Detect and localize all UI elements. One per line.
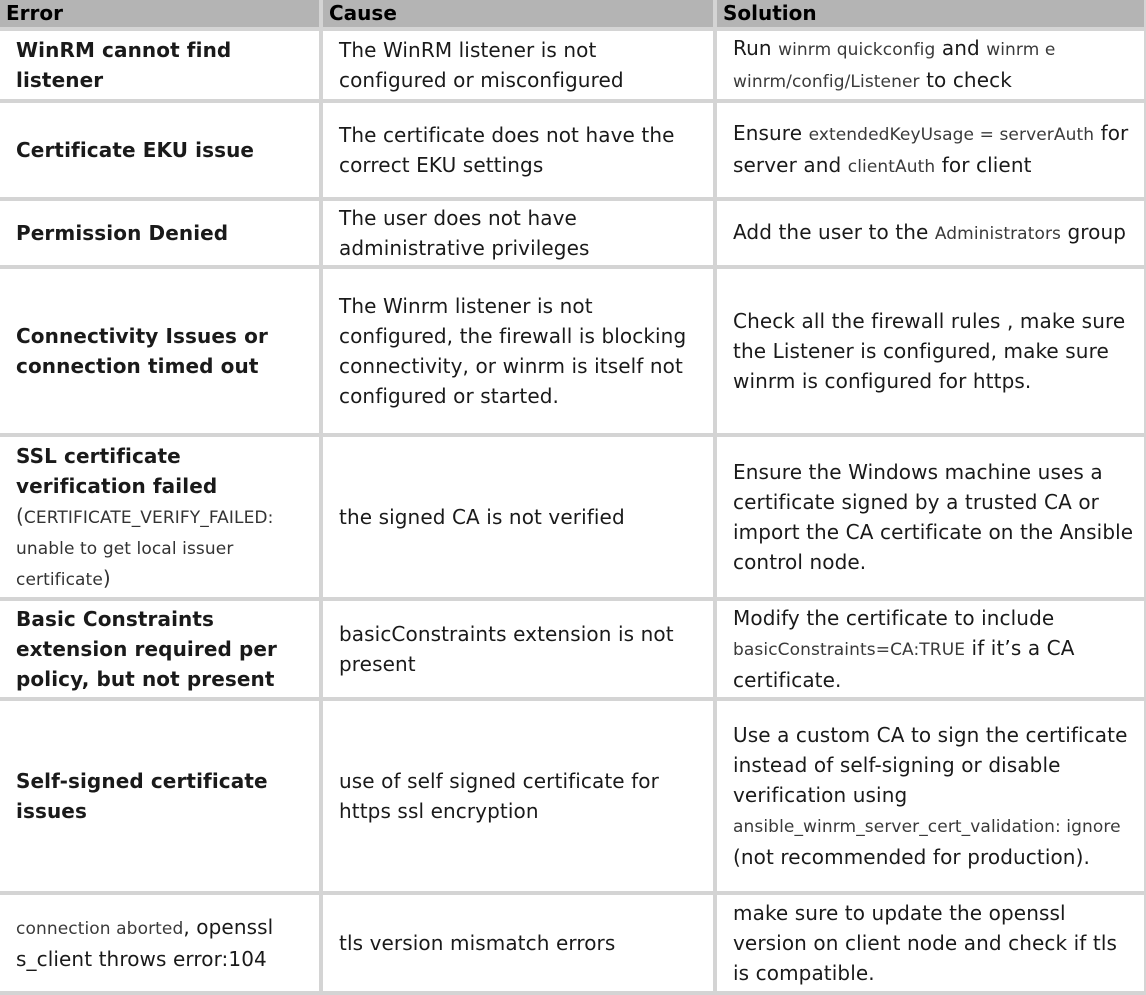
solution-text: Modify the certificate to include — [733, 606, 1055, 630]
table-row — [0, 267, 1146, 435]
table-row — [0, 101, 1146, 199]
error-cell: Connectivity Issues or connection timed out — [0, 267, 321, 435]
header-row — [0, 0, 1146, 29]
solution-text: Ensure — [733, 121, 809, 145]
header-error: Error — [0, 0, 321, 29]
solution-text: Use a custom CA to sign the certificate instead of self-signing or disable verification using — [733, 723, 1128, 807]
table-row — [0, 435, 1146, 599]
error-detail-close: ) — [102, 565, 111, 590]
error-title: SSL certificate verification failed — [16, 443, 218, 498]
solution-text: make sure to update the openssl version on client node and check if tls is compatible. — [733, 901, 1118, 985]
cause-cell: tls version mismatch errors — [321, 893, 715, 993]
error-cell: Permission Denied — [0, 199, 321, 267]
header-solution: Solution — [715, 0, 1146, 29]
error-cell: Certificate EKU issue — [0, 101, 321, 199]
cause-cell: The certificate does not have the correct EKU settings — [321, 101, 715, 199]
solution-text: Run — [733, 36, 779, 60]
cause-cell: The WinRM listener is not configured or misconfigured — [321, 29, 715, 101]
solution-code: basicConstraints=CA:TRUE — [733, 640, 966, 660]
error-cell: Basic Constraints extension required per policy, but not present — [0, 599, 321, 699]
table-row — [0, 893, 1146, 993]
solution-text: for server and — [733, 121, 1129, 177]
error-cell — [0, 435, 321, 599]
error-code: connection aborted — [16, 919, 184, 939]
table-row — [0, 29, 1146, 101]
error-cell: WinRM cannot find listener — [0, 29, 321, 101]
cause-cell: basicConstraints extension is not present — [321, 599, 715, 699]
solution-code: extendedKeyUsage = serverAuth — [808, 125, 1095, 145]
error-cell — [0, 893, 321, 993]
solution-text: for client — [935, 153, 1032, 177]
solution-text: to check — [919, 68, 1012, 92]
solution-cell — [715, 699, 1146, 893]
table-row — [0, 699, 1146, 893]
solution-text: and — [935, 36, 987, 60]
solution-code: Administrators — [934, 224, 1062, 244]
header-cause: Cause — [321, 0, 715, 29]
solution-text: group — [1061, 220, 1127, 244]
solution-cell — [715, 893, 1146, 993]
solution-code: ansible_winrm_server_cert_validation: ignore — [733, 817, 1121, 837]
solution-code: winrm e winrm/config/Listener — [733, 40, 1056, 92]
cause-cell: the signed CA is not verified — [321, 435, 715, 599]
solution-text: (not recommended for production). — [733, 845, 1090, 869]
cause-cell: use of self signed certificate for https ssl encryption — [321, 699, 715, 893]
solution-cell — [715, 101, 1146, 199]
solution-cell — [715, 435, 1146, 599]
solution-text: Ensure the Windows machine uses a certificate signed by a trusted CA or import the CA certificate on the Ansible control node. — [733, 460, 1134, 574]
error-rest: , openssl s_client throws error:104 — [16, 915, 274, 971]
solution-text: Check all the firewall rules , make sure the Listener is configured, make sure winrm is configured for https. — [733, 309, 1126, 393]
table-row — [0, 599, 1146, 699]
error-cell: Self-signed certificate issues — [0, 699, 321, 893]
cause-cell: The Winrm listener is not configured, the firewall is blocking connectivity, or winrm is itself not configured or started. — [321, 267, 715, 435]
solution-text: if it’s a CA certificate. — [733, 636, 1075, 692]
solution-cell — [715, 267, 1146, 435]
solution-cell — [715, 29, 1146, 101]
solution-cell — [715, 199, 1146, 267]
solution-code: winrm quickconfig — [778, 40, 936, 60]
solution-cell — [715, 599, 1146, 699]
solution-code: clientAuth — [847, 157, 936, 177]
error-detail: CERTIFICATE_VERIFY_FAILED: unable to get local issuer certificate — [16, 507, 274, 590]
error-detail-open: ( — [16, 503, 24, 528]
cause-cell: The user does not have administrative privileges — [321, 199, 715, 267]
table-row — [0, 199, 1146, 267]
solution-text: Add the user to the — [733, 220, 935, 244]
